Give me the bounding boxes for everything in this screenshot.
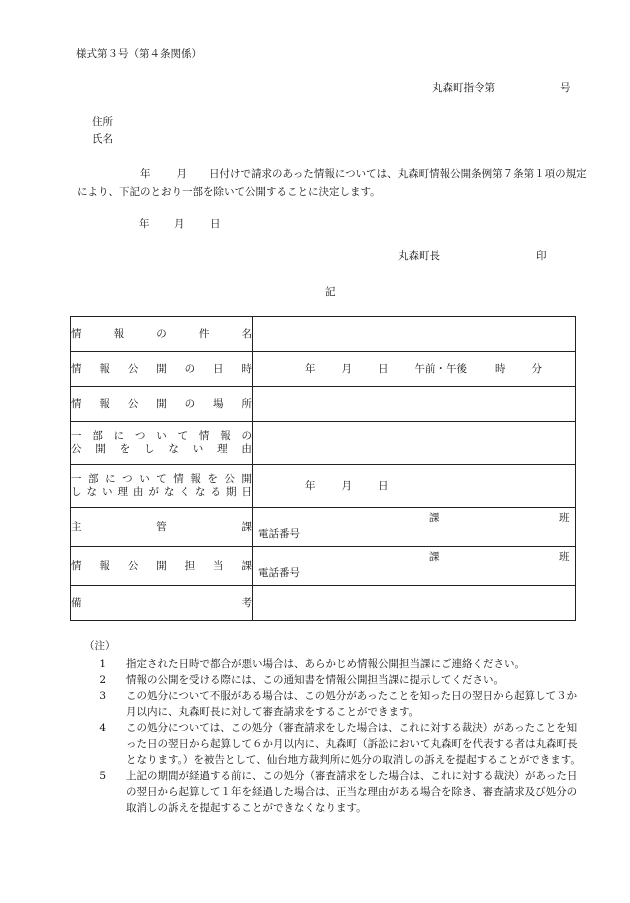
intro-month: 月 (176, 168, 187, 180)
note-item: 1 指定された日時で都合が悪い場合は、あらかじめ情報公開担当課にご連絡ください。 (99, 658, 525, 670)
row-label: 情 報 公 開 担 当 課 (71, 559, 252, 572)
managing-section-cell[interactable]: 課 班 電話番号 (253, 508, 576, 547)
intro-year: 年 (140, 168, 151, 180)
deadline-value-cell[interactable]: 年 月 日 (253, 465, 576, 508)
notes-heading: （注） (84, 640, 116, 652)
datetime-value-cell[interactable]: 年 月 日 午前・午後 時 分 (253, 352, 576, 387)
phone-label: 電話番号 (258, 528, 300, 540)
date-month: 月 (174, 218, 185, 230)
ki-heading: 記 (325, 286, 336, 298)
form-number: 様式第３号（第４条関係） (76, 48, 202, 60)
table-row (71, 422, 576, 465)
table-row (71, 317, 576, 352)
row-label-line-1: 一 部 に つ い て 情 報 を 公 開 (71, 473, 252, 486)
row-label: 主 管 課 (71, 520, 252, 533)
table-row (71, 465, 576, 508)
row-label-line-2: し な い 理 由 が な く な る 期 日 (71, 486, 252, 498)
intro-text: 日付けで請求のあった情報については、丸森町情報公開条例第７条第１項の規定により、下記のとおり一部を除いて公開することに決定します。 (77, 168, 587, 198)
seal-mark: 印 (536, 250, 547, 262)
phone-label: 電話番号 (258, 567, 300, 579)
place-value-cell[interactable] (253, 387, 576, 422)
disclosure-section-cell[interactable]: 課 班 電話番号 (253, 547, 576, 586)
table-row (71, 586, 576, 621)
remarks-value-cell[interactable] (253, 586, 576, 621)
document-number-suffix: 号 (560, 82, 571, 94)
issuer-title: 丸森町長 (398, 250, 440, 262)
name-label: 氏名 (92, 133, 113, 145)
row-label-line-2: 公 開 を し な い 理 由 (71, 443, 252, 455)
address-label: 住所 (92, 116, 113, 128)
reason-value-cell[interactable] (253, 422, 576, 465)
table-row (71, 387, 576, 422)
row-label: 情 報 の 件 名 (71, 327, 252, 340)
date-year: 年 (139, 218, 150, 230)
note-item: 5 上記の期間が経過する前に、この処分（審査請求をした場合は、これに対する裁決）があった日の翌日から起算して１年を経過した場合は、正当な理由がある場合を除き、審査請求及び処分の取消しの訴えを提起することができなくなります。 (99, 770, 578, 814)
note-item: 3 この処分について不服がある場合は、この処分があったことを知った日の翌日から起算して３か月以内に、丸森町長に対して審査請求をすることができます。 (99, 690, 578, 718)
intro-paragraph (77, 165, 587, 201)
subject-value-cell[interactable] (253, 317, 576, 352)
notes-list (84, 656, 584, 816)
row-label: 情 報 公 開 の 日 時 (71, 362, 252, 375)
document-number-prefix: 丸森町指令第 (432, 82, 495, 94)
row-label: 情 報 公 開 の 場 所 (71, 397, 252, 410)
table-row (71, 508, 576, 547)
table-row (71, 547, 576, 586)
row-label: 備 考 (71, 596, 252, 609)
disclosure-table (70, 316, 576, 621)
note-item: 2 情報の公開を受ける際には、この通知書を情報公開担当課に提示してください。 (99, 674, 504, 686)
row-label-line-1: 一 部 に つ い て 情 報 の (71, 430, 252, 443)
note-item: 4 この処分については、この処分（審査請求をした場合は、これに対する裁決）があったことを知った日の翌日から起算して６か月以内に、丸森町（訴訟において丸森町を代表する者は丸森町長となります。）を被告として、仙台地方裁判所に処分の取消しの訴えを提起することができます。 (99, 722, 581, 766)
date-day: 日 (210, 218, 221, 230)
table-row (71, 352, 576, 387)
